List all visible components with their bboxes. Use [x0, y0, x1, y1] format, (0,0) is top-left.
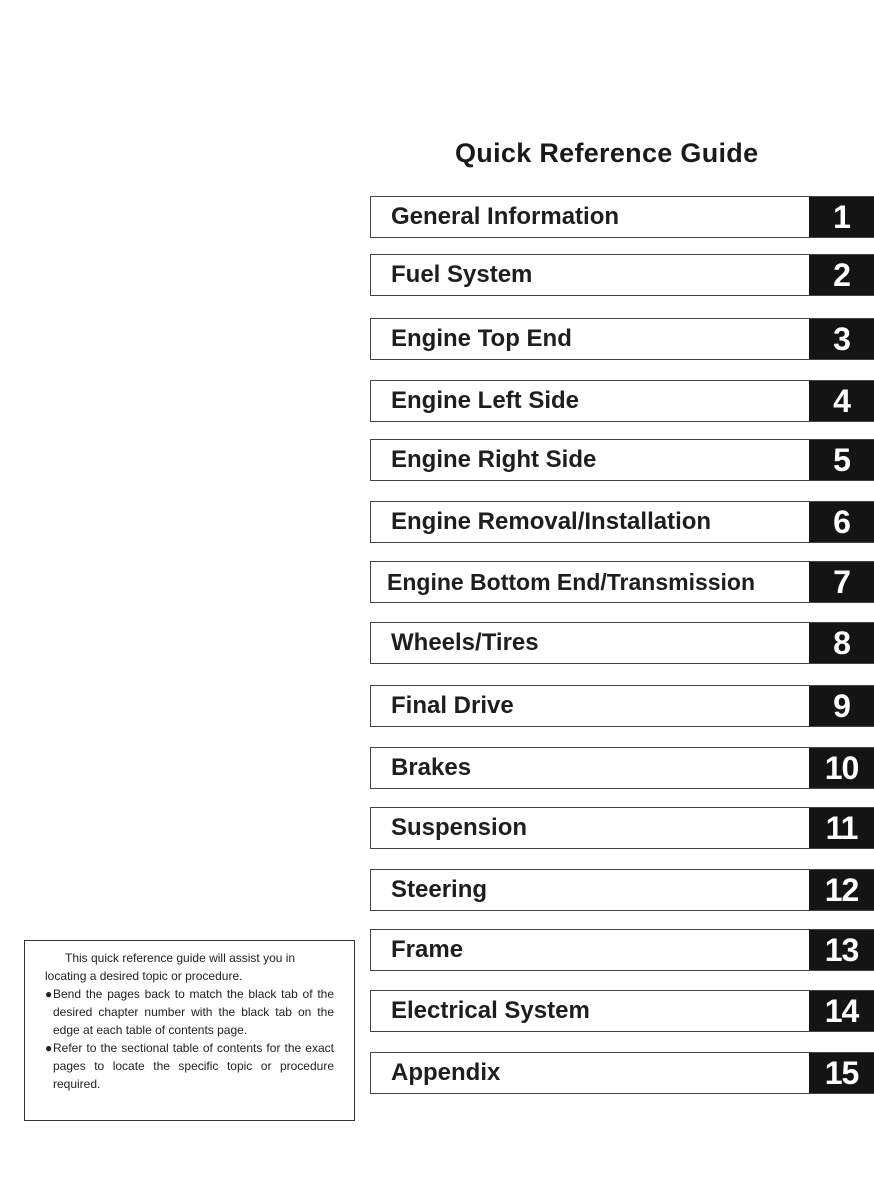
chapter-label: Engine Right Side: [391, 446, 597, 473]
note-bullet: [45, 985, 334, 1039]
chapter-number-tab[interactable]: 10: [809, 748, 874, 788]
chapter-label: Electrical System: [391, 997, 590, 1024]
chapter-engine-right-side[interactable]: [370, 439, 874, 481]
chapter-number-tab[interactable]: 5: [809, 440, 874, 480]
chapter-general-information[interactable]: [370, 196, 874, 238]
chapter-label: Wheels/Tires: [391, 629, 539, 656]
chapter-label: Engine Left Side: [391, 387, 580, 414]
chapter-appendix[interactable]: [370, 1052, 874, 1094]
chapter-frame[interactable]: [370, 929, 874, 971]
chapter-engine-left-side[interactable]: [370, 380, 874, 422]
chapter-number-tab[interactable]: 12: [809, 870, 874, 910]
chapter-number-tab[interactable]: 2: [809, 255, 874, 295]
chapter-number-tab[interactable]: 11: [809, 808, 874, 848]
chapter-engine-top-end[interactable]: [370, 318, 874, 360]
usage-note-box: [24, 940, 355, 1121]
note-bullet: [45, 1039, 334, 1093]
note-bullet-text: Refer to the sectional table of contents for the exact pages to locate the specific topic or procedure required.: [53, 1041, 334, 1091]
chapter-number-tab[interactable]: 6: [809, 502, 874, 542]
chapter-label: Engine Removal/Installation: [391, 508, 712, 535]
chapter-number-tab[interactable]: 1: [809, 197, 874, 237]
chapter-engine-removal-installation[interactable]: [370, 501, 874, 543]
chapter-label: Suspension: [391, 814, 528, 841]
chapter-brakes[interactable]: [370, 747, 874, 789]
chapter-steering[interactable]: [370, 869, 874, 911]
chapter-electrical-system[interactable]: [370, 990, 874, 1032]
chapter-label: Fuel System: [391, 261, 533, 288]
chapter-label: Steering: [391, 876, 488, 903]
bullet-icon: ●: [45, 987, 53, 1001]
chapter-fuel-system[interactable]: [370, 254, 874, 296]
chapter-number-tab[interactable]: 9: [809, 686, 874, 726]
chapter-number-tab[interactable]: 14: [809, 991, 874, 1031]
bullet-icon: ●: [45, 1041, 53, 1055]
chapter-label: Appendix: [391, 1059, 501, 1086]
chapter-final-drive[interactable]: [370, 685, 874, 727]
chapter-engine-bottom-end-transmission[interactable]: [370, 561, 874, 603]
chapter-number-tab[interactable]: 4: [809, 381, 874, 421]
chapter-number-tab[interactable]: 7: [809, 562, 874, 602]
chapter-number-tab[interactable]: 3: [809, 319, 874, 359]
chapter-wheels-tires[interactable]: [370, 622, 874, 664]
note-intro: This quick reference guide will assist you in locating a desired topic or procedure.: [45, 951, 296, 983]
note-bullet-text: Bend the pages back to match the black tab of the desired chapter number with the black tab on the edge at each table of contents page.: [53, 987, 334, 1037]
chapter-number-tab[interactable]: 13: [809, 930, 874, 970]
chapter-label: Final Drive: [391, 692, 514, 719]
chapter-label: Frame: [391, 936, 464, 963]
page-title: Quick Reference Guide: [455, 138, 759, 168]
chapter-suspension[interactable]: [370, 807, 874, 849]
chapter-label: Brakes: [391, 754, 472, 781]
chapter-label: Engine Top End: [391, 325, 572, 352]
chapter-label: Engine Bottom End/Transmission: [387, 568, 756, 595]
chapter-number-tab[interactable]: 15: [809, 1053, 874, 1093]
chapter-number-tab[interactable]: 8: [809, 623, 874, 663]
chapter-label: General Information: [391, 203, 620, 230]
